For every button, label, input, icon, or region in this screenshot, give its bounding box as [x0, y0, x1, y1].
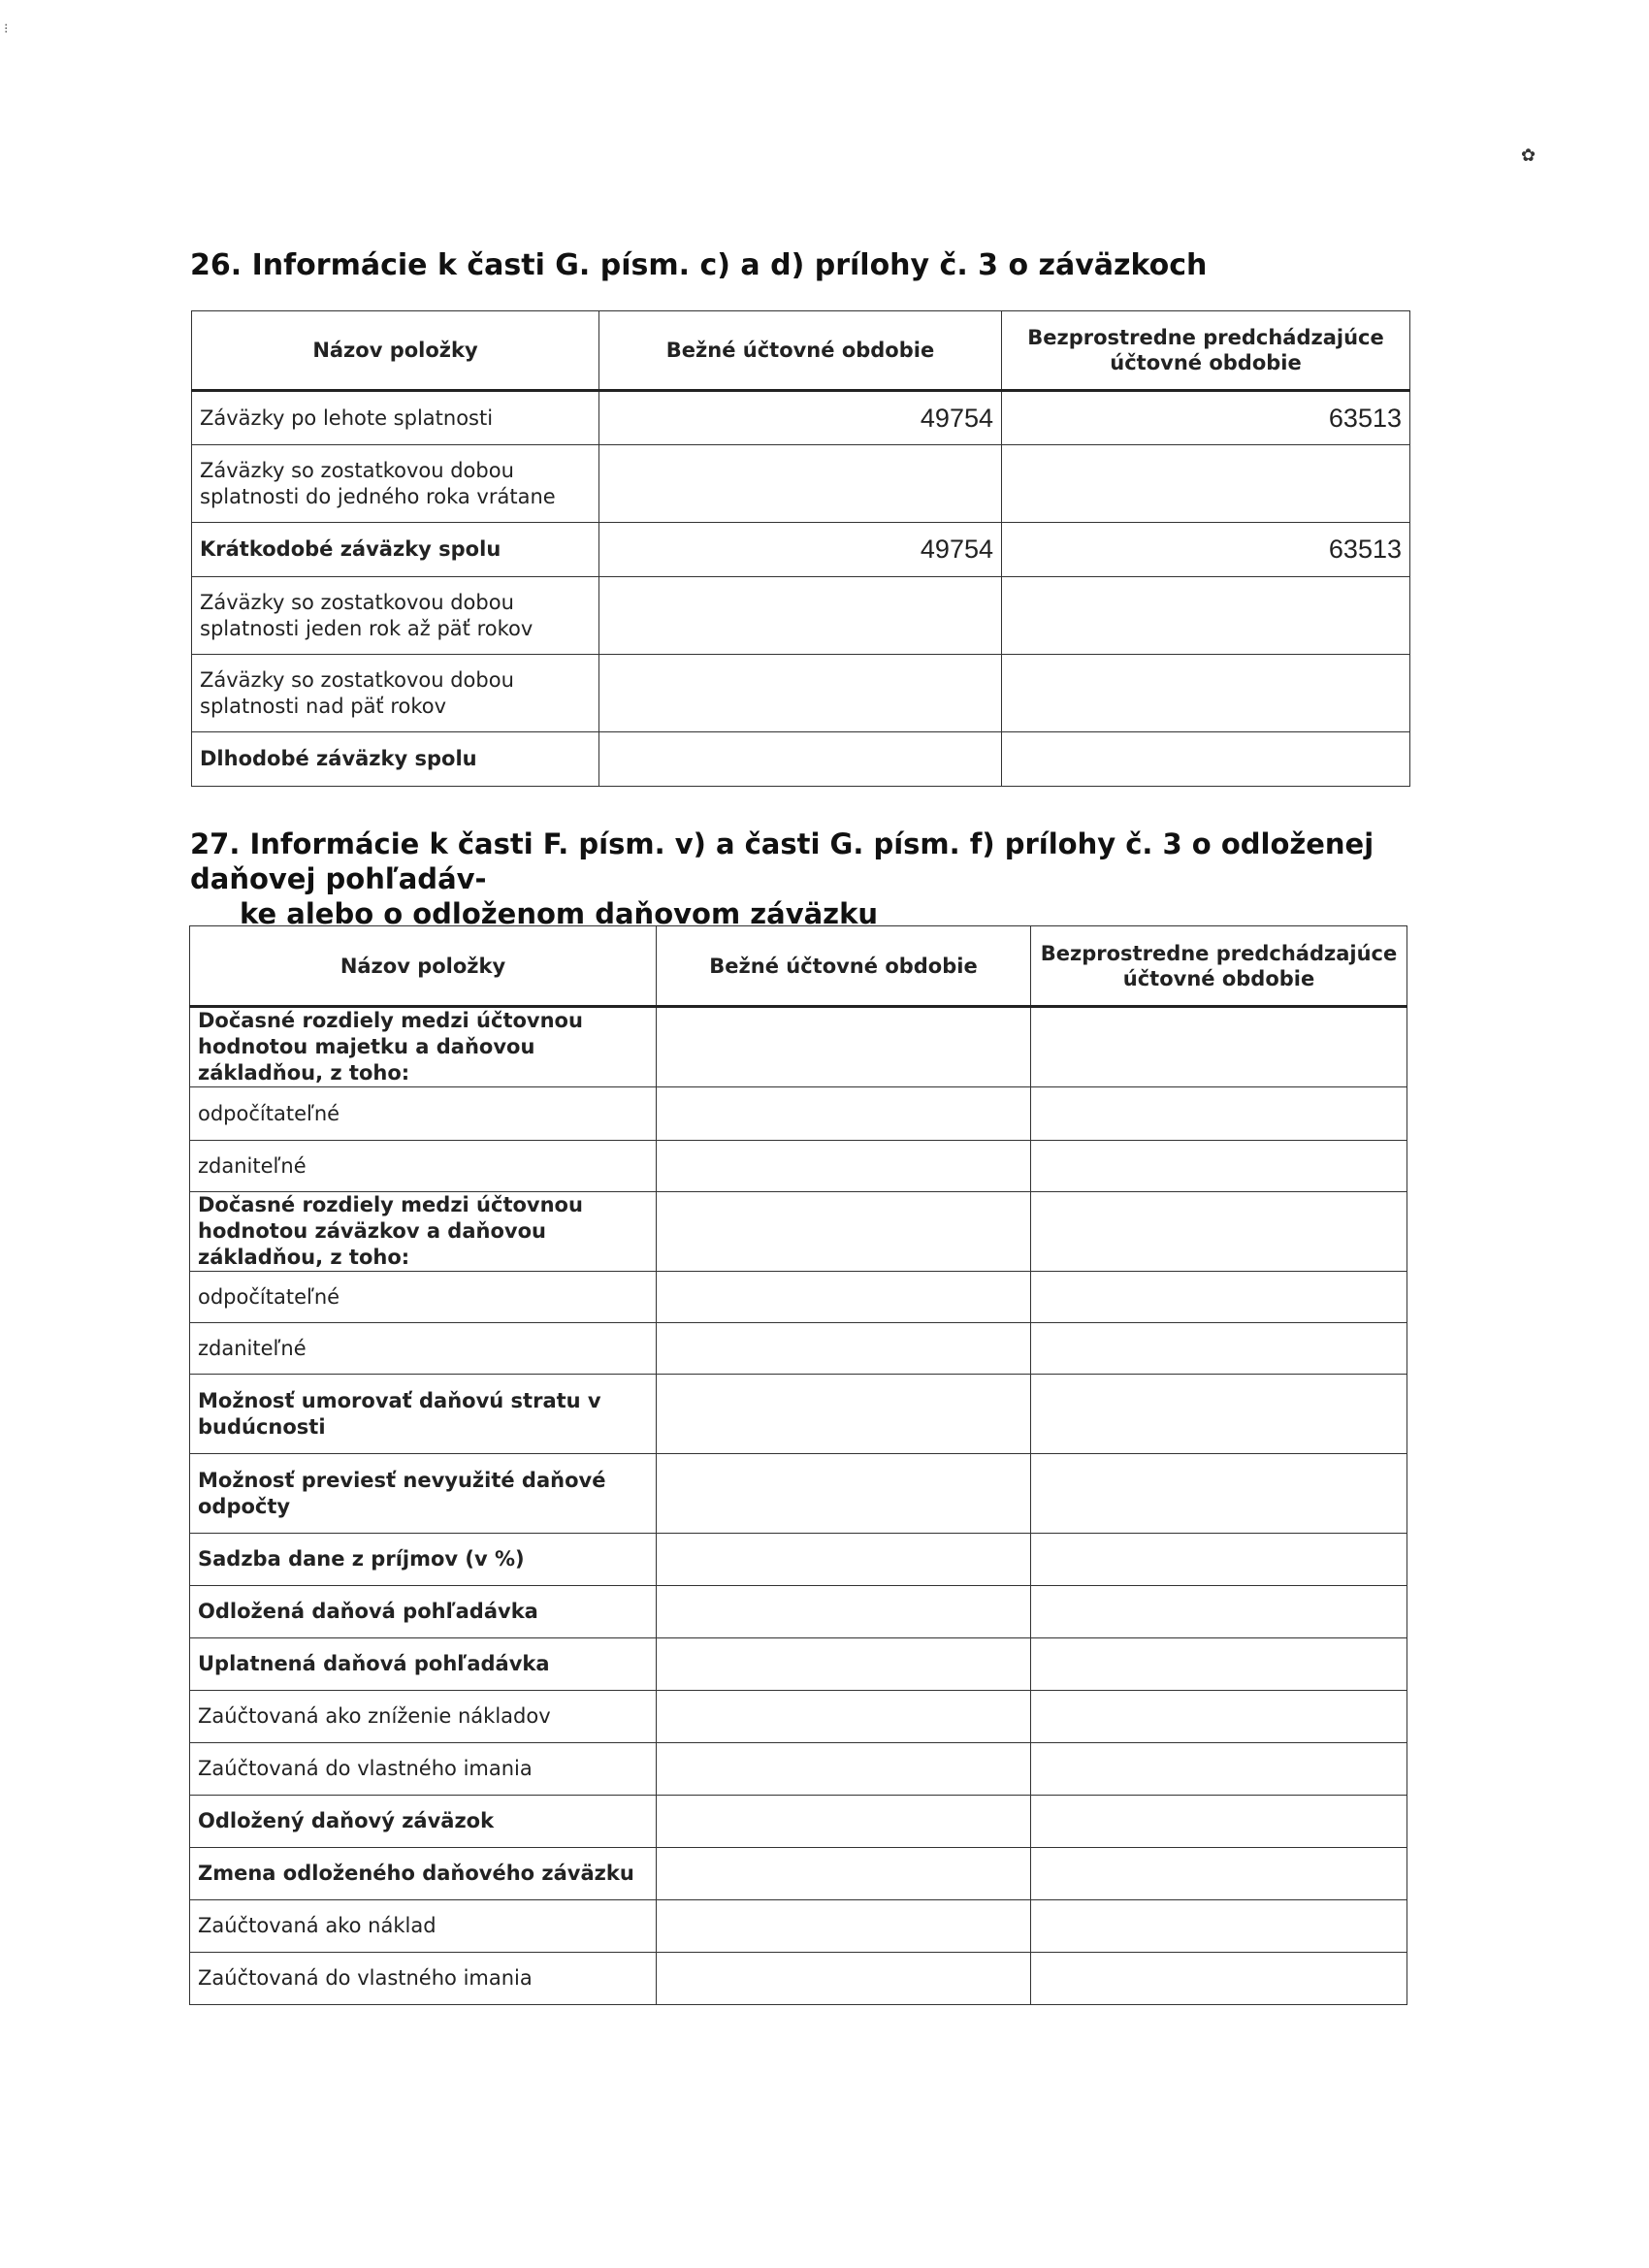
- previous-value: [1031, 1534, 1407, 1586]
- previous-value: 63513: [1002, 391, 1410, 445]
- previous-value: [1031, 1900, 1407, 1953]
- table-row: [190, 1848, 1407, 1900]
- current-value: [657, 1953, 1031, 2005]
- section-27-title: [190, 826, 1451, 931]
- previous-value: [1031, 1454, 1407, 1534]
- header-item-name: Názov položky: [192, 311, 599, 391]
- row-label: Zaúčtovaná ako zníženie nákladov: [190, 1691, 657, 1743]
- header-previous-period: Bezprostredne predchádzajúce účtovné obdobie: [1031, 926, 1407, 1007]
- previous-value: [1031, 1953, 1407, 2005]
- table-row: [190, 1007, 1407, 1087]
- table-row: [190, 1087, 1407, 1141]
- previous-value: [1031, 1586, 1407, 1638]
- row-label: Odložená daňová pohľadávka: [190, 1586, 657, 1638]
- current-value: [657, 1454, 1031, 1534]
- row-label: Záväzky po lehote splatnosti: [192, 391, 599, 445]
- liabilities-table: [191, 310, 1410, 787]
- current-value: [599, 577, 1002, 655]
- row-label: Zaúčtovaná do vlastného imania: [190, 1743, 657, 1796]
- section-26-title: [190, 248, 1207, 283]
- previous-value: 63513: [1002, 523, 1410, 577]
- table-row: [190, 1953, 1407, 2005]
- row-label: Možnosť umorovať daňovú stratu v budúcnosti: [190, 1375, 657, 1454]
- current-value: [657, 1141, 1031, 1192]
- table-row: [192, 391, 1410, 445]
- current-value: [657, 1796, 1031, 1848]
- row-label: Zaúčtovaná do vlastného imania: [190, 1953, 657, 2005]
- table-row: [190, 1534, 1407, 1586]
- row-label: Krátkodobé záväzky spolu: [192, 523, 599, 577]
- current-value: [657, 1375, 1031, 1454]
- table-row: [190, 1638, 1407, 1691]
- previous-value: [1031, 1323, 1407, 1375]
- table-row: [190, 1323, 1407, 1375]
- table-row: [190, 1272, 1407, 1323]
- previous-value: [1002, 445, 1410, 523]
- current-value: [657, 1900, 1031, 1953]
- row-label: Uplatnená daňová pohľadávka: [190, 1638, 657, 1691]
- table-row: [192, 577, 1410, 655]
- row-label: Možnosť previesť nevyužité daňové odpočty: [190, 1454, 657, 1534]
- row-label: Dlhodobé záväzky spolu: [192, 732, 599, 787]
- table-row: [190, 1743, 1407, 1796]
- current-value: [657, 1323, 1031, 1375]
- current-value: [657, 1586, 1031, 1638]
- table-row: [190, 1192, 1407, 1272]
- current-value: [657, 1638, 1031, 1691]
- previous-value: [1002, 577, 1410, 655]
- table-row: [190, 1375, 1407, 1454]
- section-26-number: 26.: [190, 248, 242, 282]
- row-label: Zmena odloženého daňového záväzku: [190, 1848, 657, 1900]
- row-label: Dočasné rozdiely medzi účtovnou hodnotou majetku a daňovou základňou, z toho:: [190, 1007, 657, 1087]
- current-value: [657, 1087, 1031, 1141]
- previous-value: [1031, 1007, 1407, 1087]
- current-value: [657, 1848, 1031, 1900]
- previous-value: [1002, 732, 1410, 787]
- table-row: [192, 445, 1410, 523]
- current-value: [599, 655, 1002, 732]
- previous-value: [1031, 1796, 1407, 1848]
- previous-value: [1031, 1192, 1407, 1272]
- table-row: [192, 732, 1410, 787]
- row-label: Sadzba dane z príjmov (v %): [190, 1534, 657, 1586]
- table-row: [190, 1796, 1407, 1848]
- row-label: Záväzky so zostatkovou dobou splatnosti do jedného roka vrátane: [192, 445, 599, 523]
- current-value: [599, 445, 1002, 523]
- header-item-name: Názov položky: [190, 926, 657, 1007]
- previous-value: [1031, 1375, 1407, 1454]
- row-label: zdaniteľné: [190, 1141, 657, 1192]
- deferred-tax-table: [189, 925, 1407, 2005]
- current-value: [657, 1007, 1031, 1087]
- previous-value: [1031, 1141, 1407, 1192]
- row-label: Odložený daňový záväzok: [190, 1796, 657, 1848]
- header-previous-period: Bezprostredne predchádzajúce účtovné obdobie: [1002, 311, 1410, 391]
- current-value: [657, 1691, 1031, 1743]
- table-row: [190, 1900, 1407, 1953]
- row-label: odpočítateľné: [190, 1087, 657, 1141]
- table-row: [190, 1586, 1407, 1638]
- previous-value: [1031, 1848, 1407, 1900]
- previous-value: [1031, 1272, 1407, 1323]
- row-label: Záväzky so zostatkovou dobou splatnosti jeden rok až päť rokov: [192, 577, 599, 655]
- row-label: Dočasné rozdiely medzi účtovnou hodnotou záväzkov a daňovou základňou, z toho:: [190, 1192, 657, 1272]
- current-value: 49754: [599, 523, 1002, 577]
- previous-value: [1031, 1087, 1407, 1141]
- current-value: [657, 1743, 1031, 1796]
- header-current-period: Bežné účtovné obdobie: [657, 926, 1031, 1007]
- header-current-period: Bežné účtovné obdobie: [599, 311, 1002, 391]
- table-row: [192, 655, 1410, 732]
- row-label: Zaúčtovaná ako náklad: [190, 1900, 657, 1953]
- current-value: [657, 1192, 1031, 1272]
- current-value: [657, 1534, 1031, 1586]
- row-label: odpočítateľné: [190, 1272, 657, 1323]
- table-row: [192, 523, 1410, 577]
- table-row: [190, 1691, 1407, 1743]
- previous-value: [1031, 1743, 1407, 1796]
- table-row: [190, 1454, 1407, 1534]
- current-value: [599, 732, 1002, 787]
- previous-value: [1031, 1638, 1407, 1691]
- section-27-title-line-2: ke alebo o odloženom daňovom záväzku: [240, 897, 878, 930]
- current-value: 49754: [599, 391, 1002, 445]
- current-value: [657, 1272, 1031, 1323]
- section-26-title-text: Informácie k časti G. písm. c) a d) prílohy č. 3 o záväzkoch: [251, 248, 1208, 282]
- row-label: zdaniteľné: [190, 1323, 657, 1375]
- previous-value: [1002, 655, 1410, 732]
- previous-value: [1031, 1691, 1407, 1743]
- row-label: Záväzky so zostatkovou dobou splatnosti nad päť rokov: [192, 655, 599, 732]
- section-27-title-line-1: Informácie k časti F. písm. v) a časti G. písm. f) prílohy č. 3 o odloženej daňovej pohľadáv-: [190, 827, 1374, 895]
- scan-mark-top-right: ✿: [1521, 146, 1536, 166]
- table-row: [190, 1141, 1407, 1192]
- scan-mark-top-left: ⁝: [4, 21, 9, 37]
- section-27-number: 27.: [190, 827, 241, 860]
